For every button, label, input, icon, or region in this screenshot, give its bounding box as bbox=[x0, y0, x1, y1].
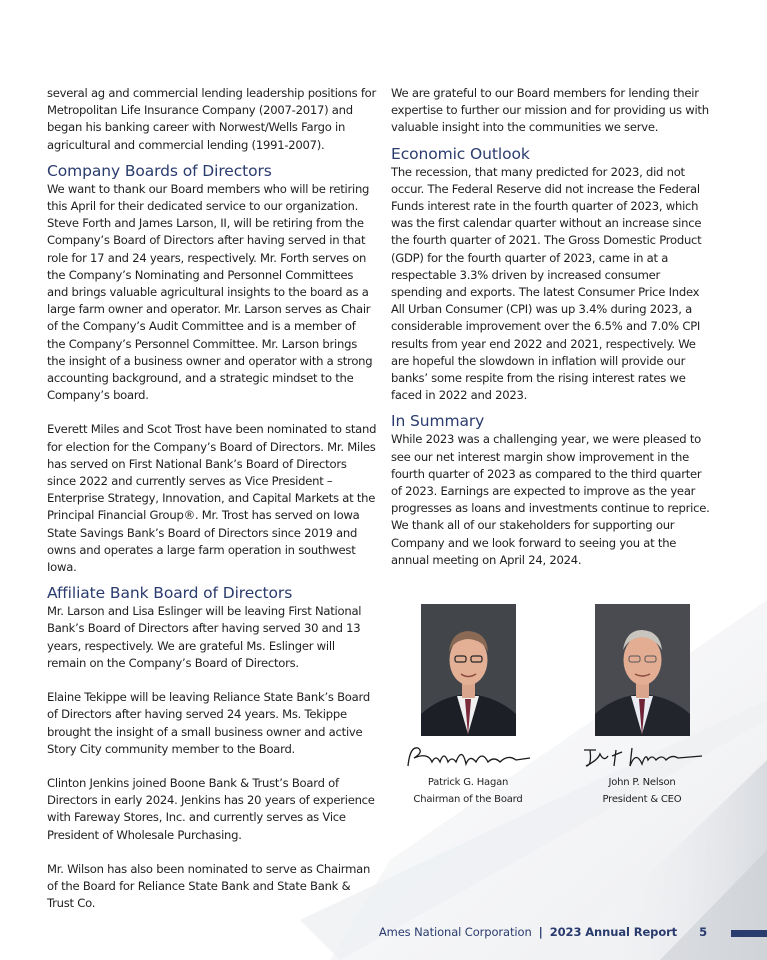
company-boards-heading: Company Boards of Directors bbox=[47, 161, 272, 180]
in-summary-heading: In Summary bbox=[391, 412, 485, 431]
footer-separator: | bbox=[538, 925, 543, 939]
economic-outlook-heading: Economic Outlook bbox=[391, 144, 530, 163]
nelson-name: John P. Nelson bbox=[608, 777, 676, 788]
signatory-hagan bbox=[404, 604, 532, 808]
footer-accent-bar bbox=[731, 930, 767, 937]
affiliate-boards-paragraph-3: Clinton Jenkins joined Boone Bank & Trust’s Board of Directors in early 2024. Jenkins has 20 years of experience with Fareway Stores, Inc. and currently serves as Vice President of Wholesale Purchasing. bbox=[47, 775, 375, 842]
nelson-signature-text: John P. Nelson bbox=[642, 770, 649, 771]
in-summary-paragraph: While 2023 was a challenging year, we were pleased to see our net interest margin show improvement in the fourth quarter of 2023 as compared to the third quarter of 2023. Earnings are expected to improve as the year progresses as loans and investments continue to reprice. We thank all of our stakeholders for supporting our Company and we look forward to seeing you at the annual meeting on April 24, 2024. bbox=[391, 432, 710, 567]
affiliate-boards-paragraph-2: Elaine Tekippe will be leaving Reliance State Bank’s Board of Directors after having served 24 years. Ms. Tekippe brought the insight of a small business owner and active Story City community member to the Board. bbox=[47, 690, 370, 756]
affiliate-boards-paragraph-1: Mr. Larson and Lisa Eslinger will be leaving First National Bank’s Board of Directors after having served 30 and 13 years, respectively. We are grateful Ms. Eslinger will remain on the Company’s Board of Directors. bbox=[47, 604, 362, 670]
right-intro-paragraph: We are grateful to our Board members for lending their expertise to further our mission and for providing us with valuable insight into the communities we serve. bbox=[391, 86, 709, 135]
company-boards-paragraph-2: Everett Miles and Scot Trost have been nominated to stand for election for the Company’s Board of Directors. Mr. Miles has served on First National Bank’s Board of Directors since 2022 and currently serves as Vice President – Enterprise Strategy, Innovation, and Capital Markets at the Principal Financial Group®. Mr. Trost has served on Iowa State Savings Bank’s Board of Directors since 2019 and owns and operates a large farm operation in southwest Iowa. bbox=[47, 422, 377, 575]
nelson-signature bbox=[578, 740, 706, 774]
page-number: 5 bbox=[699, 925, 707, 939]
nelson-portrait-photo bbox=[595, 604, 690, 736]
footer-report-title: 2023 Annual Report bbox=[549, 925, 678, 939]
hagan-portrait-photo bbox=[421, 604, 516, 736]
hagan-name: Patrick G. Hagan bbox=[427, 777, 509, 788]
left-column bbox=[47, 85, 377, 912]
right-column bbox=[391, 85, 713, 569]
hagan-signature bbox=[404, 740, 532, 774]
economic-outlook-paragraph: The recession, that many predicted for 2023, did not occur. The Federal Reserve did not increase the Federal Funds interest rate in the fourth quarter of 2023, which was the first calendar quarter without an increase since the fourth quarter of 2021. The Gross Domestic Product (GDP) for the fourth quarter of 2023, came in at a respectable 3.3% driven by increased consumer spending and exports. The latest Consumer Price Index All Urban Consumer (CPI) was up 3.4% during 2023, a considerable improvement over the 6.5% and 7.0% CPI results from year end 2022 and 2021, respectively. We are hopeful the slowdown in inflation will provide our banks’ some respite from the rising interest rates we faced in 2022 and 2023. bbox=[391, 164, 702, 403]
page-footer bbox=[379, 925, 707, 939]
affiliate-boards-paragraph-4: Mr. Wilson has also been nominated to serve as Chairman of the Board for Reliance State Bank and State Bank & Trust Co. bbox=[47, 861, 371, 911]
footer-company: Ames National Corporation bbox=[378, 925, 532, 939]
hagan-title: Chairman of the Board bbox=[413, 794, 523, 805]
hagan-signature-text: Patrick G. Hagan bbox=[468, 770, 477, 771]
affiliate-boards-heading: Affiliate Bank Board of Directors bbox=[47, 584, 293, 603]
nelson-title: President & CEO bbox=[602, 794, 682, 805]
intro-paragraph: several ag and commercial lending leadership positions for Metropolitan Life Insurance Company (2007-2017) and began his banking career with Norwest/Wells Fargo in agricultural and commercial lending (1991-2007). bbox=[47, 86, 377, 152]
company-boards-paragraph-1: We want to thank our Board members who will be retiring this April for their dedicated service to our organization. Steve Forth and James Larson, II, will be retiring from the Company’s Board of Directors after having served in that role for 17 and 24 years, respectively. Mr. Forth serves on the Company’s Nominating and Personnel Committees and brings valuable agricultural insights to the board as a large farm owner and operator. Mr. Larson serves as Chair of the Company’s Audit Committee and is a member of the Company’s Personnel Committee. Mr. Larson brings the insight of a business owner and operator with a strong accounting background, and a strategic mindset to the Company’s board. bbox=[47, 181, 373, 403]
signatory-nelson bbox=[578, 604, 706, 808]
